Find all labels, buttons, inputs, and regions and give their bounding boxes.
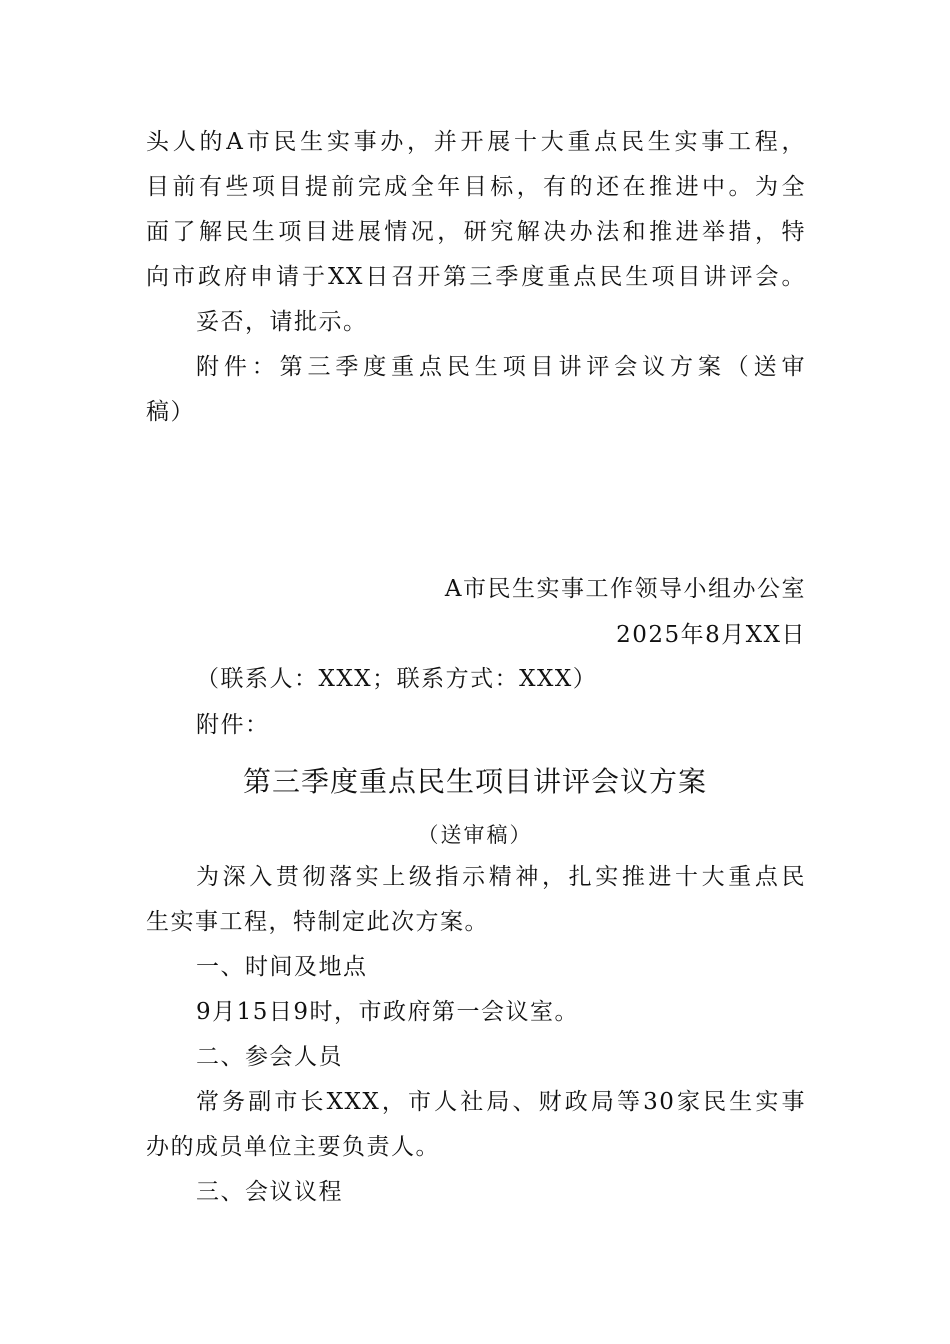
section-2-text-line-2: 办的成员单位主要负责人。 [146, 1134, 440, 1160]
plan-title: 第三季度重点民生项目讲评会议方案 [242, 765, 707, 798]
section-2-text-line-1: 常务副市长XXX，市人社局、财政局等30家民生实事 [196, 1089, 806, 1115]
closing-request: 妥否，请批示。 [196, 309, 368, 335]
plan-intro-line-1: 为深入贯彻落实上级指示精神，扎实推进十大重点民 [196, 864, 806, 890]
body-line-4: 向市政府申请于XX日召开第三季度重点民生项目讲评会。 [146, 264, 806, 290]
body-line-3: 面了解民生项目进展情况，研究解决办法和推进举措，特 [146, 219, 806, 245]
attachment-reference-line-1: 附件：第三季度重点民生项目讲评会议方案（送审 [196, 354, 806, 380]
signature-date: 2025年8月XX日 [616, 622, 806, 648]
contact-info: （联系人：XXX；联系方式：XXX） [196, 666, 598, 692]
section-1-heading: 一、时间及地点 [196, 954, 368, 980]
attachment-label: 附件： [196, 712, 270, 738]
attachment-reference-line-2: 稿） [146, 399, 195, 425]
section-3-heading: 三、会议议程 [196, 1179, 343, 1205]
plan-intro-line-2: 生实事工程，特制定此次方案。 [146, 909, 489, 935]
body-line-1: 头人的A市民生实事办，并开展十大重点民生实事工程， [146, 129, 806, 155]
section-1-text: 9月15日9时，市政府第一会议室。 [196, 999, 580, 1025]
section-2-heading: 二、参会人员 [196, 1044, 343, 1070]
plan-subtitle: （送审稿） [417, 823, 533, 847]
signature-organization: A市民生实事工作领导小组办公室 [444, 576, 806, 602]
body-line-2: 目前有些项目提前完成全年目标，有的还在推进中。为全 [146, 174, 806, 200]
